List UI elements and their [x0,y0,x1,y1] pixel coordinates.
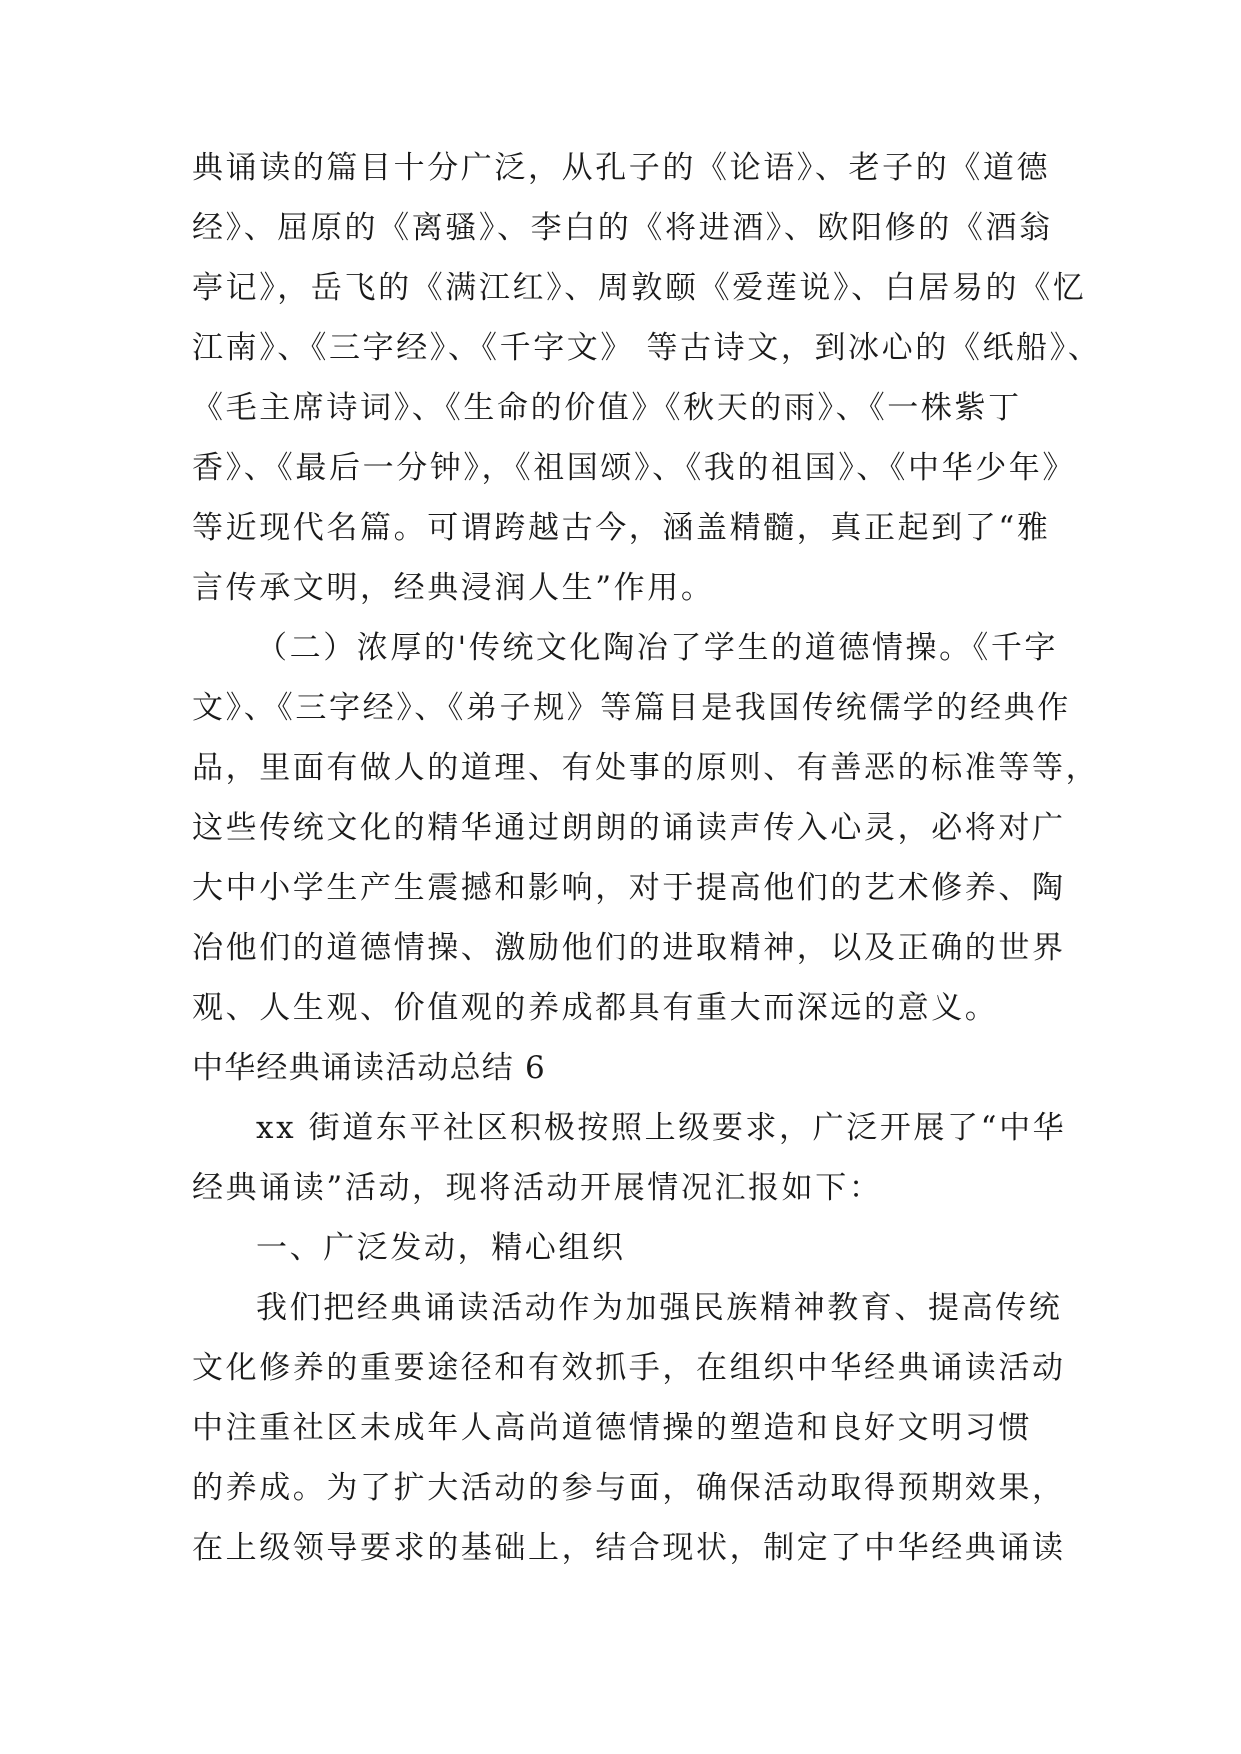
paragraph-line: 品，里面有做人的道理、有处事的原则、有善恶的标准等等， [192,750,1100,786]
paragraph-line: 香》、《最后一分钟》，《祖国颂》、《我的祖国》、《中华少年》 [192,450,1076,486]
paragraph-line: 典诵读的篇目十分广泛，从孔子的《论语》、老子的《道德 [192,150,1051,186]
paragraph-line: 言传承文明，经典浸润人生”作用。 [192,570,715,606]
paragraph-line: 《毛主席诗词》、《生命的价值》《秋天的雨》、《一株紫丁 [192,390,1022,426]
subsection-heading: 一、广泛发动，精心组织 [256,1230,626,1266]
paragraph-line: 观、人生观、价值观的养成都具有重大而深远的意义。 [192,990,999,1026]
paragraph-first-line: 我们把经典诵读活动作为加强民族精神教育、提高传统 [256,1290,1063,1326]
paragraph-line: 江南》、《三字经》、《千字文》 等古诗文，到冰心的《纸船》、 [192,330,1102,366]
paragraph-line: 亭记》，岳飞的《满江红》、周敦颐《爱莲说》、白居易的《忆 [192,270,1087,306]
paragraph-line: 在上级领导要求的基础上，结合现状，制定了中华经典诵读 [192,1530,1066,1566]
paragraph-line: 等近现代名篇。可谓跨越古今，涵盖精髓，真正起到了“雅 [192,510,1051,546]
paragraph-line: 经》、屈原的《离骚》、李白的《将进酒》、欧阳修的《酒翁 [192,210,1053,246]
section-heading: 中华经典诵读活动总结 6 [192,1050,546,1086]
paragraph-line: 大中小学生产生震撼和影响，对于提高他们的艺术修养、陶 [192,870,1066,906]
paragraph-line: 经典诵读”活动，现将活动开展情况汇报如下： [192,1170,883,1206]
paragraph-line: 文》、《三字经》、《弟子规》等篇目是我国传统儒学的经典作 [192,690,1071,726]
paragraph-line: 的养成。为了扩大活动的参与面，确保活动取得预期效果， [192,1470,1066,1506]
paragraph-first-line: xx 街道东平社区积极按照上级要求，广泛开展了“中华 [256,1110,1067,1146]
paragraph-first-line: （二）浓厚的'传统文化陶冶了学生的道德情操。《千字 [256,630,1059,666]
paragraph-line: 冶他们的道德情操、激励他们的进取精神，以及正确的世界 [192,930,1066,966]
paragraph-line: 中注重社区未成年人高尚道德情操的塑造和良好文明习惯 [192,1410,1032,1446]
paragraph-line: 这些传统文化的精华通过朗朗的诵读声传入心灵，必将对广 [192,810,1066,846]
paragraph-line: 文化修养的重要途径和有效抓手，在组织中华经典诵读活动 [192,1350,1066,1386]
